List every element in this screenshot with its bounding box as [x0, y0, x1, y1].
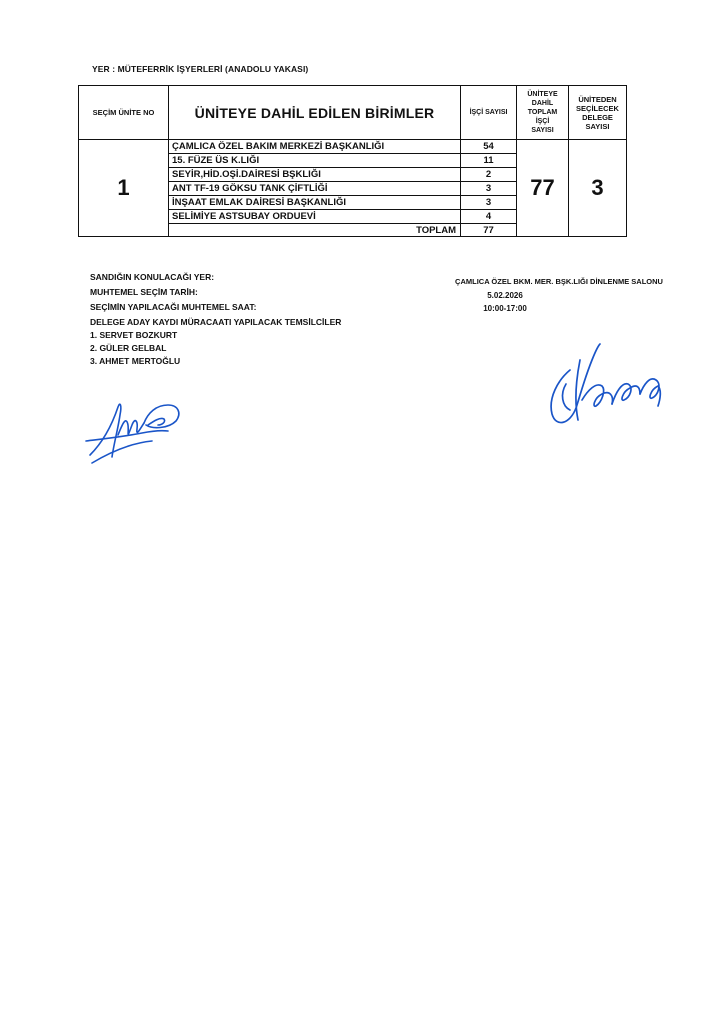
unit-count: 3: [461, 182, 517, 196]
location-header: YER : MÜTEFERRİK İŞYERLERİ (ANADOLU YAKASI): [92, 64, 309, 74]
table-row: [79, 140, 627, 154]
total-label: TOPLAM: [169, 224, 461, 237]
unit-name: İNŞAAT EMLAK DAİRESİ BAŞKANLIĞI: [169, 196, 461, 210]
header-workers: İŞÇİ SAYISI: [461, 86, 517, 140]
unit-name: SELİMİYE ASTSUBAY ORDUEVİ: [169, 210, 461, 224]
election-date-label: MUHTEMEL SEÇİM TARİH:: [90, 287, 198, 297]
unit-name: ÇAMLICA ÖZEL BAKIM MERKEZİ BAŞKANLIĞI: [169, 140, 461, 154]
header-delegates-line: ÜNİTEDEN: [578, 94, 617, 104]
header-total-workers: [517, 86, 569, 140]
representative-item: 1. SERVET BOZKURT: [90, 330, 178, 340]
representatives-label: DELEGE ADAY KAYDI MÜRACAATI YAPILACAK TEMSİLCİLER: [90, 317, 342, 327]
election-date-value: 5.02.2026: [487, 291, 523, 300]
representative-item: 2. GÜLER GELBAL: [90, 343, 167, 353]
header-delegates-line: SAYISI: [585, 121, 610, 131]
unit-name: SEYİR,HİD.OŞİ.DAİRESİ BŞKLIĞI: [169, 168, 461, 182]
unit-count: 11: [461, 154, 517, 168]
right-signature: [540, 340, 670, 435]
header-total-workers-line: ÜNİTEYE: [527, 91, 558, 98]
ballot-location-label: SANDIĞIN KONULACAĞI YER:: [90, 272, 215, 282]
representative-item: 3. AHMET MERTOĞLU: [90, 356, 181, 366]
units-table: [78, 85, 627, 237]
unit-total-workers: 77: [517, 140, 569, 237]
table-header-row: [79, 86, 627, 140]
unit-count: 2: [461, 168, 517, 182]
unit-name: ANT TF-19 GÖKSU TANK ÇİFTLİĞİ: [169, 182, 461, 196]
total-value: 77: [461, 224, 517, 237]
header-delegates-line: DELEGE: [582, 112, 613, 122]
unit-number: 1: [79, 140, 169, 237]
header-unit-no: SEÇİM ÜNİTE NO: [79, 86, 169, 140]
unit-name: 15. FÜZE ÜS K.LIĞI: [169, 154, 461, 168]
header-total-workers-line: TOPLAM: [527, 109, 558, 116]
header-total-workers-line: DAHİL: [531, 100, 554, 107]
election-time-label: SEÇİMİN YAPILACAĞI MUHTEMEL SAAT:: [90, 302, 257, 312]
header-delegates-line: SEÇİLECEK: [576, 103, 619, 113]
header-total-workers-line: İŞÇİ: [535, 118, 550, 125]
ballot-location-value: ÇAMLICA ÖZEL BKM. MER. BŞK.LIĞI DİNLENME SALONU: [455, 277, 663, 286]
unit-delegates: 3: [569, 140, 627, 237]
unit-count: 3: [461, 196, 517, 210]
header-units: ÜNİTEYE DAHİL EDİLEN BİRİMLER: [169, 86, 461, 140]
header-total-workers-line: SAYISI: [531, 127, 554, 134]
header-delegates: [569, 86, 627, 140]
unit-count: 4: [461, 210, 517, 224]
left-signature: [82, 395, 192, 470]
unit-count: 54: [461, 140, 517, 154]
election-time-value: 10:00-17:00: [483, 304, 527, 313]
